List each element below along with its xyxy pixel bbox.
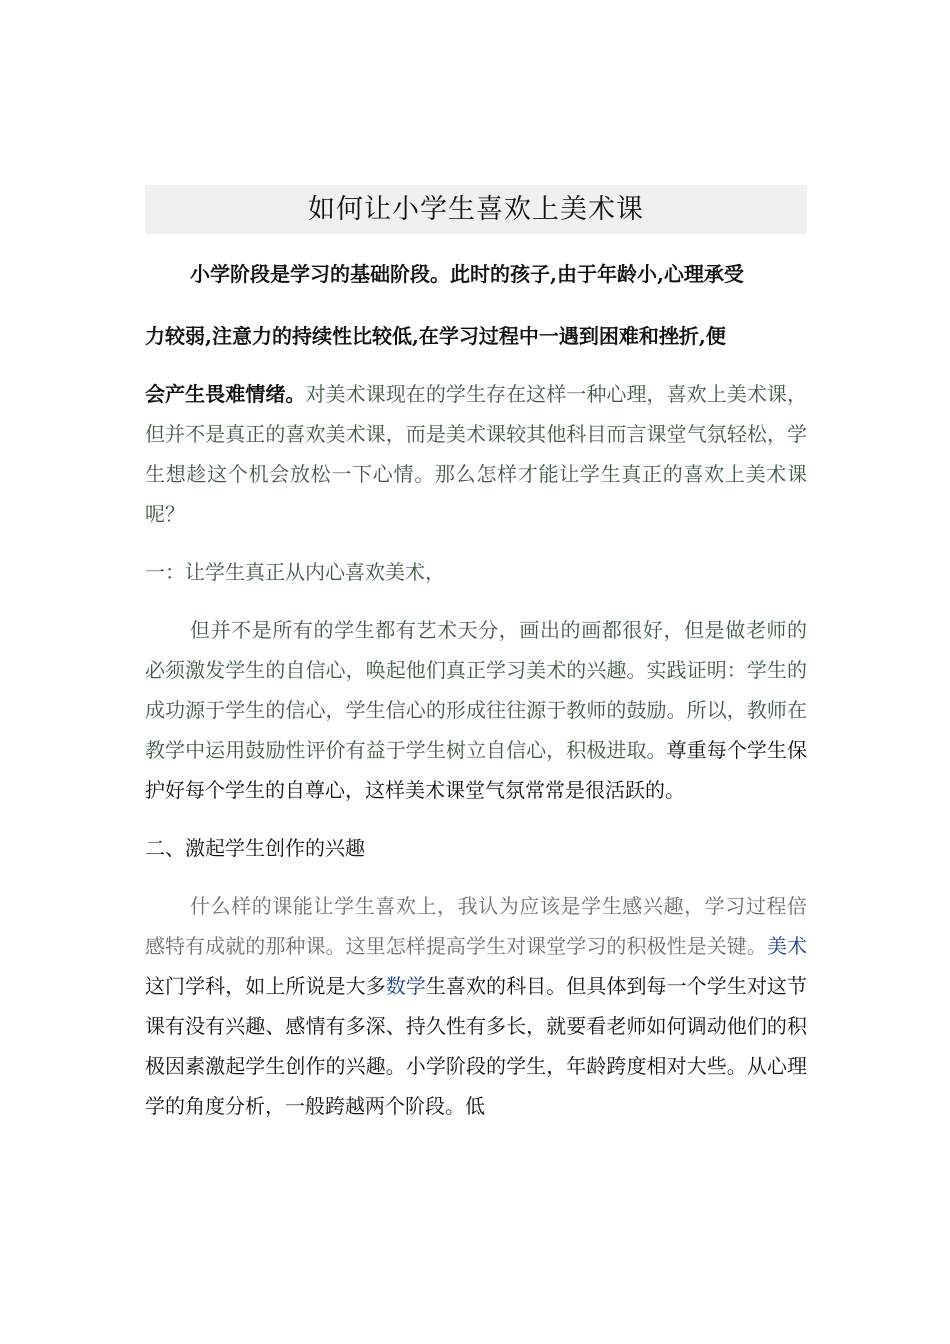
section2-text-b: 生喜欢的科目。但具体到每一个学生对这节课有没有兴趣、感情有多深、持久性有多长，就要看老师如何调动他们的积极因素激起学生创作的兴趣。小学阶段的学生，年龄跨度相对大些。从心理学的角度分析，一般跨越两个阶段。低 (145, 974, 807, 1118)
section1-green-text: 但并不是所有的学生都有艺术天分，画出的画都很好，但是做老师的必须激发学生的自信心，唤起他们真正学习美术的兴趣。实践证明：学生的成功源于学生的信心，学生信心的形成往往源于教师的鼓励。所以，教师在教学中运用鼓励性评价有益于学生树立自信心，积极进取。 (145, 618, 807, 762)
intro-bold-line-2: 力较弱,注意力的持续性比较低,在学习过程中一遇到困难和挫折,便 (145, 324, 726, 348)
section1-dark-text: 尊重每个学生保护好每个学生的自尊心，这样美术课堂气氛常常是很活跃的。 (145, 738, 807, 802)
section2-heading: 二、激起学生创作的兴趣 (145, 836, 365, 860)
intro-paragraph (145, 374, 807, 534)
section1-paragraph (145, 610, 807, 810)
section2-paragraph (145, 886, 807, 1126)
section2-grey-text: 什么样的课能让学生喜欢上，我认为应该是学生感兴趣，学习过程倍感特有成就的那种课。这里怎样提高学生对课堂学习的积极性是关键。 (145, 894, 807, 958)
intro-bold-line-1: 小学阶段是学习的基础阶段。此时的孩子,由于年龄小,心理承受 (190, 262, 744, 286)
intro-bold-start: 会产生畏难情绪。 (145, 382, 306, 406)
section2-text-a: 这门学科，如上所说是大多 (145, 974, 386, 998)
document-title: 如何让小学生喜欢上美术课 (145, 185, 807, 234)
link-art[interactable]: 美术 (766, 934, 807, 958)
intro-rest-text: 对美术课现在的学生存在这样一种心理，喜欢上美术课，但并不是真正的喜欢美术课，而是美术课较其他科目而言课堂气氛轻松，学生想趁这个机会放松一下心情。那么怎样才能让学生真正的喜欢上美术课呢？ (145, 382, 807, 526)
link-math[interactable]: 数学 (385, 974, 426, 998)
section1-heading: 一：让学生真正从内心喜欢美术， (145, 560, 445, 584)
document-page (145, 185, 807, 1126)
